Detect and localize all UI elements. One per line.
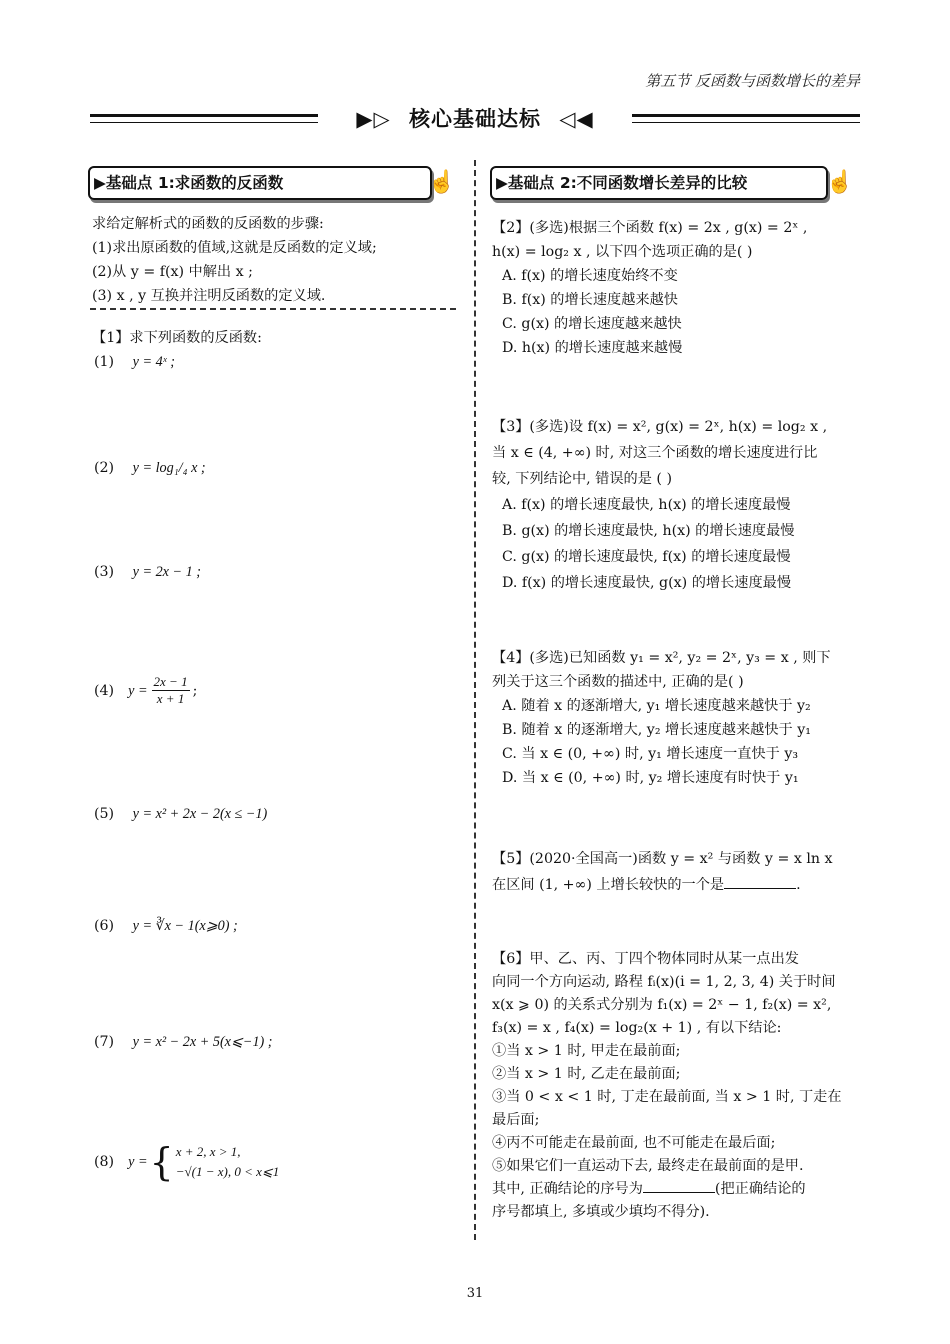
conclusion-item: 最后面;	[492, 1112, 540, 1128]
option-d: D. h(x) 的增长速度越来越慢	[502, 340, 683, 356]
question-5-line: 【5】(2020·全国高一)函数 y = x² 与函数 y = x ln x	[492, 851, 833, 867]
question-5-line	[492, 872, 862, 898]
question-3-line: 较, 下列结论中, 错误的是 ( )	[492, 471, 673, 487]
question-6-line: 向同一个方向运动, 路程 fᵢ(x)(i = 1, 2, 3, 4) 关于时间	[492, 974, 836, 990]
question-6-answer-line	[492, 1178, 862, 1201]
question-6-text: 其中, 正确结论的序号为	[492, 1181, 643, 1197]
option-b: B. 随着 x 的逐渐增大, y₂ 增长速度越来越快于 y₁	[502, 722, 811, 738]
q1-item-label: (6)	[94, 918, 115, 934]
option-b: B. f(x) 的增长速度越来越快	[502, 292, 678, 308]
question-5	[492, 846, 862, 898]
q1-item-4-fraction	[152, 674, 190, 707]
conclusion-item: ②当 x > 1 时, 乙走在最前面;	[492, 1066, 681, 1082]
q1-item-4-tail: ;	[192, 682, 198, 699]
fraction-numerator: 2x − 1	[153, 674, 188, 689]
question-6-line: 序号都填上, 多填或少填均不得分).	[492, 1204, 710, 1220]
option-a: A. 随着 x 的逐渐增大, y₁ 增长速度越来越快于 y₂	[502, 698, 811, 714]
left-topic-title: ▶基础点 1:求函数的反函数	[94, 174, 284, 192]
question-4-line: 列关于这三个函数的描述中, 正确的是( )	[492, 674, 744, 690]
q1-item-4	[94, 674, 197, 707]
right-topic-box	[490, 166, 828, 200]
option-c: C. 当 x ∈ (0, +∞) 时, y₁ 增长速度一直快于 y₃	[502, 746, 799, 762]
banner-right-arrows: ◁◀	[559, 107, 594, 131]
steps-divider	[90, 308, 456, 310]
question-6-line: f₃(x) = x , f₄(x) = log₂(x + 1) , 有以下结论:	[492, 1020, 782, 1036]
option-b: B. g(x) 的增长速度最快, h(x) 的增长速度最慢	[502, 523, 795, 539]
question-3	[492, 414, 862, 596]
q1-item-8	[94, 1142, 279, 1182]
option-c: C. g(x) 的增长速度越来越快	[502, 316, 682, 332]
q1-item-5	[94, 802, 267, 826]
column-divider	[474, 160, 476, 1240]
banner-left-arrows: ▶▷	[356, 107, 391, 131]
q1-item-label: (3)	[94, 564, 115, 580]
question-5-end: .	[796, 877, 801, 893]
question-1-heading: 【1】求下列函数的反函数:	[92, 330, 262, 346]
q1-item-expr: y = x² + 2x − 2(x ≤ −1)	[132, 806, 268, 822]
answer-blank[interactable]	[724, 874, 796, 889]
question-6-line: x(x ⩾ 0) 的关系式分别为 f₁(x) = 2ˣ − 1, f₂(x) = x²,	[492, 997, 832, 1013]
step-item: (2)从 y = f(x) 中解出 x ;	[92, 264, 253, 280]
pointing-hand-icon: ☝	[826, 170, 854, 195]
q1-item-expr: y = 4ˣ ;	[132, 354, 175, 370]
q1-item-expr: y = ∛x − 1(x⩾0) ;	[132, 918, 238, 934]
question-1-title	[92, 326, 262, 350]
question-2	[492, 216, 862, 360]
conclusion-item: ①当 x > 1 时, 甲走在最前面;	[492, 1043, 681, 1059]
question-2-line: h(x) = log₂ x , 以下四个选项正确的是( )	[492, 244, 753, 260]
piecewise-case-2: −√(1 − x), 0 < x⩽1	[175, 1164, 280, 1179]
question-6-note: (把正确结论的	[714, 1181, 806, 1197]
question-2-line: 【2】(多选)根据三个函数 f(x) = 2x , g(x) = 2ˣ ,	[492, 220, 808, 236]
question-3-line: 【3】(多选)设 f(x) = x², g(x) = 2ˣ, h(x) = log₂ x ,	[492, 419, 828, 435]
step-item: (3) x , y 互换并注明反函数的定义域.	[92, 288, 326, 304]
q1-item-label: (1)	[94, 354, 115, 370]
brace-icon: {	[149, 1140, 174, 1184]
option-d: D. f(x) 的增长速度最快, g(x) 的增长速度最慢	[502, 575, 792, 591]
q1-item-label: (2)	[94, 460, 115, 476]
option-d: D. 当 x ∈ (0, +∞) 时, y₂ 增长速度有时快于 y₁	[502, 770, 799, 786]
q1-item-expr: y = x² − 2x + 5(x⩽−1) ;	[132, 1034, 273, 1050]
right-topic-title: ▶基础点 2:不同函数增长差异的比较	[496, 174, 748, 192]
answer-blank[interactable]	[643, 1178, 715, 1193]
conclusion-item: ⑤如果它们一直运动下去, 最终走在最前面的是甲.	[492, 1158, 804, 1174]
left-topic-box	[88, 166, 432, 200]
q1-item-expr: y = 2x − 1 ;	[132, 564, 202, 580]
step-item: (1)求出原函数的值域,这就是反函数的定义域;	[92, 240, 377, 256]
q1-item-label: (5)	[94, 806, 115, 822]
question-6	[492, 948, 862, 1224]
q1-item-expr: y = log₁/₄ x ;	[132, 460, 206, 476]
q1-item-6	[94, 914, 238, 938]
q1-item-8-lhs: y =	[128, 1154, 148, 1170]
q1-item-label: (7)	[94, 1034, 115, 1050]
pointing-hand-icon: ☝	[428, 170, 456, 195]
fraction-denominator: x + 1	[156, 691, 185, 706]
piecewise-case-1: x + 2, x > 1,	[175, 1144, 241, 1159]
question-6-line: 【6】甲、乙、丙、丁四个物体同时从某一点出发	[492, 951, 799, 967]
option-a: A. f(x) 的增长速度最快, h(x) 的增长速度最慢	[502, 497, 791, 513]
banner	[0, 103, 950, 133]
piecewise-cases	[176, 1142, 280, 1182]
steps-intro: 求给定解析式的函数的反函数的步骤:	[92, 216, 324, 232]
q1-item-2	[94, 456, 206, 480]
q1-item-7	[94, 1030, 273, 1054]
banner-title: 核心基础达标	[409, 107, 541, 131]
q1-item-4-lhs: y =	[128, 682, 148, 699]
q1-item-label: (4)	[94, 682, 115, 699]
option-a: A. f(x) 的增长速度始终不变	[502, 268, 678, 284]
steps-block	[92, 212, 458, 308]
conclusion-item: ④丙不可能走在最前面, 也不可能走在最后面;	[492, 1135, 776, 1151]
option-c: C. g(x) 的增长速度最快, f(x) 的增长速度最慢	[502, 549, 791, 565]
section-title: 第五节 反函数与函数增长的差异	[645, 72, 860, 90]
page-number: 31	[466, 1286, 484, 1301]
question-4-line: 【4】(多选)已知函数 y₁ = x², y₂ = 2ˣ, y₃ = x , 则下	[492, 650, 831, 666]
conclusion-item: ③当 0 < x < 1 时, 丁走在最前面, 当 x > 1 时, 丁走在	[492, 1089, 842, 1105]
question-5-text: 在区间 (1, +∞) 上增长较快的一个是	[492, 877, 725, 893]
q1-item-3	[94, 560, 201, 584]
question-4	[492, 646, 862, 790]
q1-item-label: (8)	[94, 1154, 115, 1170]
question-3-line: 当 x ∈ (4, +∞) 时, 对这三个函数的增长速度进行比	[492, 445, 818, 461]
q1-item-1	[94, 350, 175, 374]
